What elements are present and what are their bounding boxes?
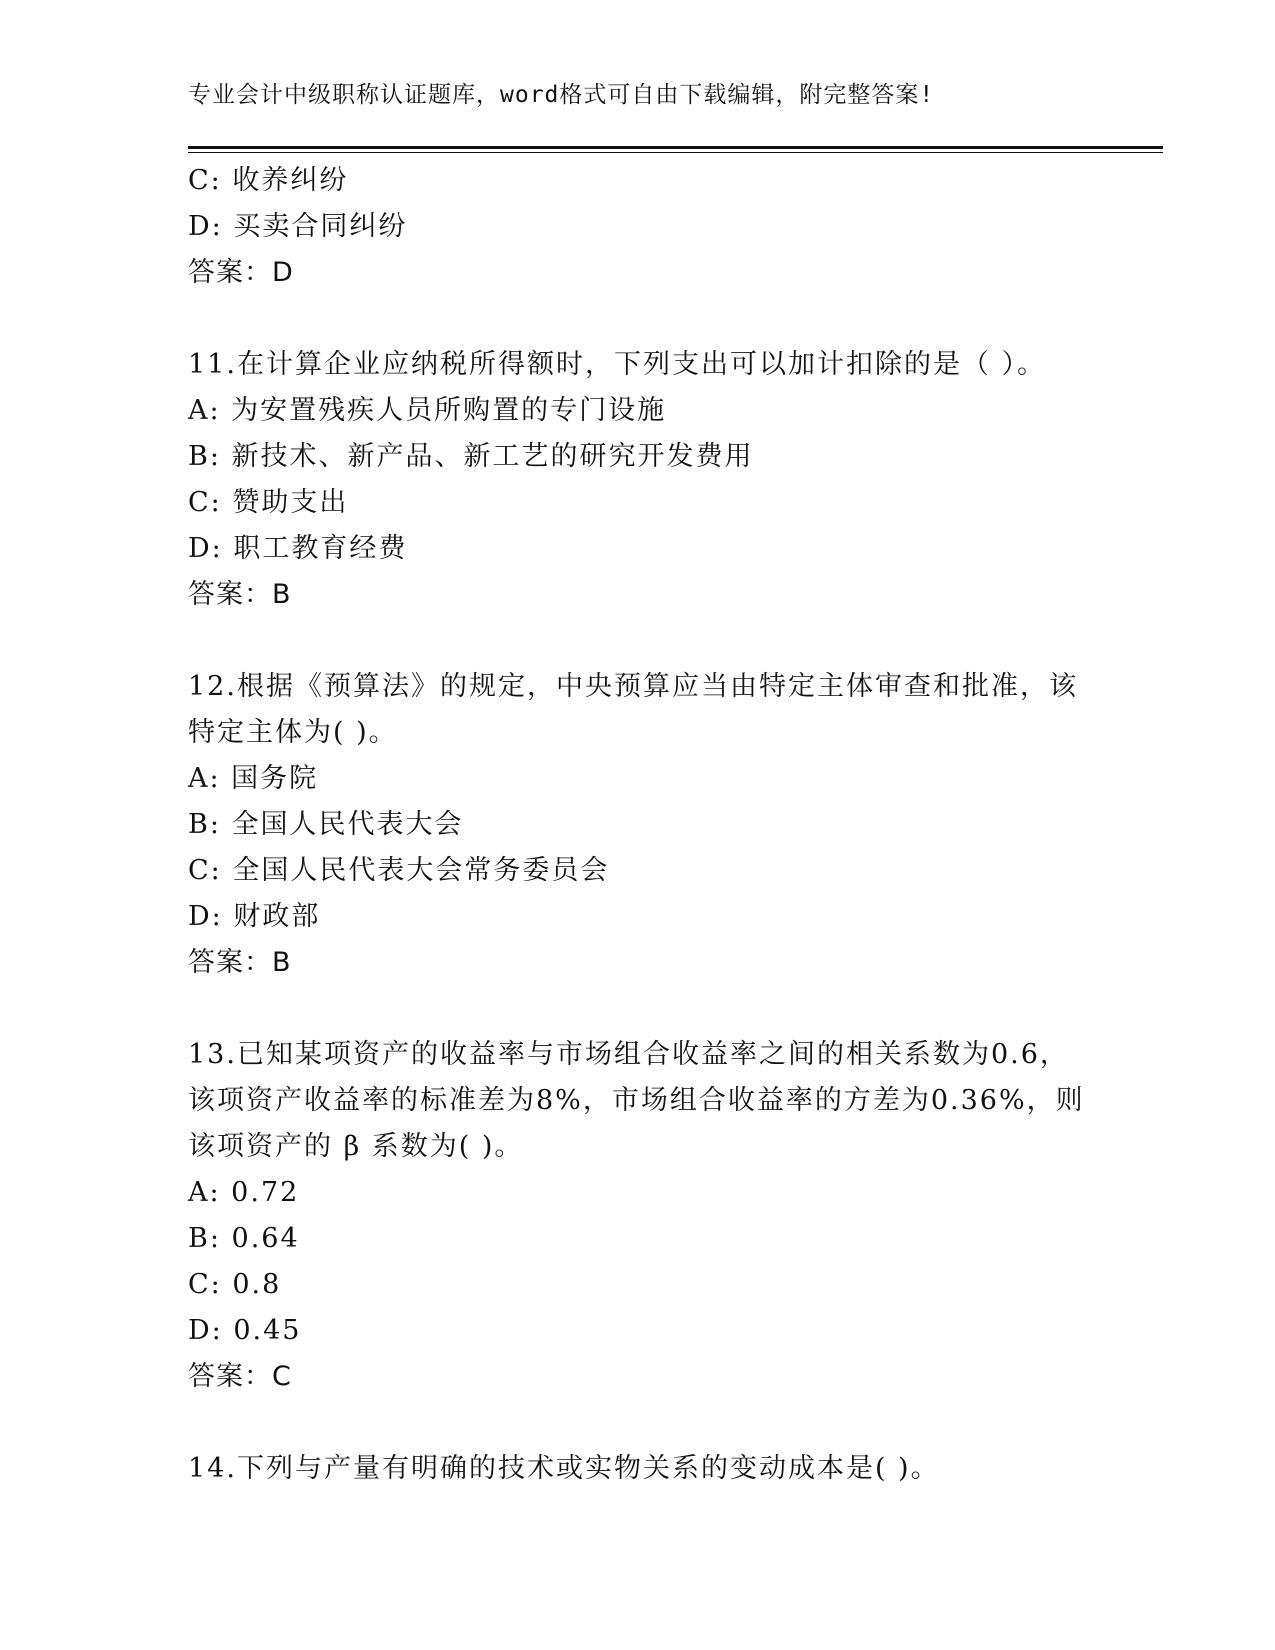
question-stem: 14.下列与产量有明确的技术或实物关系的变动成本是( )。	[188, 1453, 940, 1484]
answer: 答案：B	[188, 947, 292, 978]
option-d: D: 财政部	[188, 901, 321, 932]
option-a: A: 国务院	[188, 763, 319, 794]
spacer	[188, 986, 1088, 1032]
option-a: A: 为安置残疾人员所购置的专门设施	[188, 395, 667, 426]
answer: 答案：C	[188, 1361, 292, 1392]
header-rule-thin	[188, 152, 1163, 153]
page-header: 专业会计中级职称认证题库，word格式可自由下载编辑，附完整答案!	[188, 82, 935, 108]
question-content	[188, 158, 1088, 1492]
question-stem: 特定主体为( )。	[188, 717, 398, 748]
spacer	[188, 296, 1088, 342]
answer: 答案：D	[188, 257, 294, 288]
option-c: C: 0.8	[188, 1269, 282, 1300]
option-d: D: 0.45	[188, 1315, 302, 1346]
option-c: C: 收养纠纷	[188, 165, 349, 196]
option-d: D: 职工教育经费	[188, 533, 408, 564]
option-b: B: 全国人民代表大会	[188, 809, 464, 840]
question-stem: 12.根据《预算法》的规定，中央预算应当由特定主体审查和批准，该	[188, 671, 1078, 702]
answer: 答案：B	[188, 579, 292, 610]
question-stem: 11.在计算企业应纳税所得额时，下列支出可以加计扣除的是（ ）。	[188, 349, 1047, 380]
header-rule-thick	[188, 146, 1163, 149]
spacer	[188, 1400, 1088, 1446]
option-b: B: 新技术、新产品、新工艺的研究开发费用	[188, 441, 754, 472]
option-a: A: 0.72	[188, 1177, 300, 1208]
option-c: C: 全国人民代表大会常务委员会	[188, 855, 610, 886]
question-stem: 13.已知某项资产的收益率与市场组合收益率之间的相关系数为0.6，	[188, 1039, 1069, 1070]
question-stem: 该项资产收益率的标准差为8%，市场组合收益率的方差为0.36%，则	[188, 1085, 1085, 1116]
option-d: D: 买卖合同纠纷	[188, 211, 408, 242]
option-b: B: 0.64	[188, 1223, 300, 1254]
spacer	[188, 618, 1088, 664]
question-stem: 该项资产的 β 系数为( )。	[188, 1131, 524, 1162]
option-c: C: 赞助支出	[188, 487, 349, 518]
